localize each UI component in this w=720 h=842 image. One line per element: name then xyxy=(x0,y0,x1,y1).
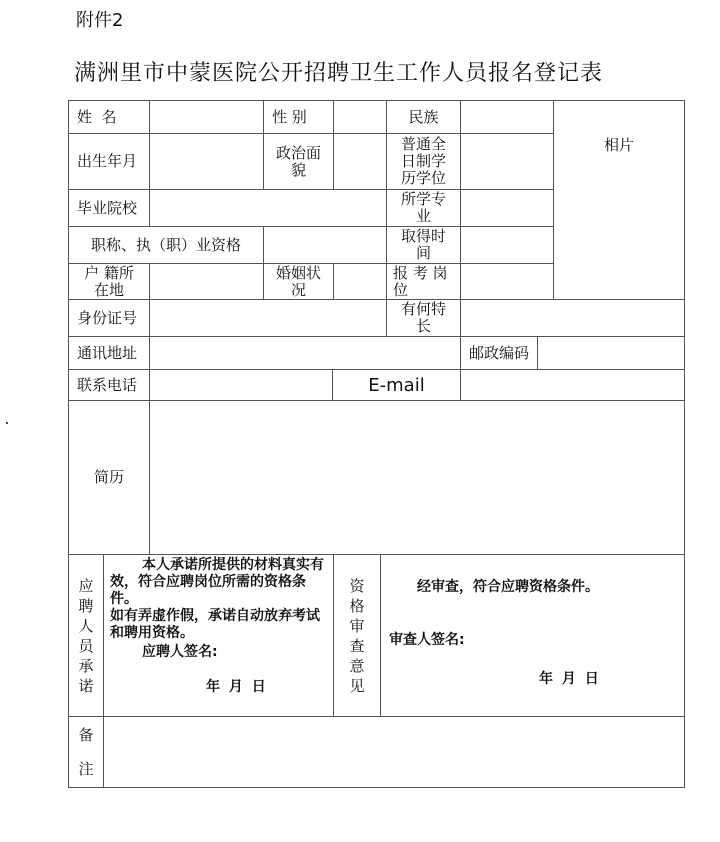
reviewer-signature-label[interactable]: 审查人签名: xyxy=(389,632,465,648)
marital-status-label: 婚姻状况 xyxy=(263,263,334,300)
applicant-sign-date: 年 月 日 xyxy=(206,679,268,695)
major-field[interactable] xyxy=(460,189,554,227)
review-label: 资 格 审 查 意 见 xyxy=(333,554,381,717)
id-number-field[interactable] xyxy=(149,299,387,337)
specialty-label: 有何特长 xyxy=(386,299,461,337)
email-field[interactable] xyxy=(460,369,685,401)
phone-label: 联系电话 xyxy=(68,369,150,401)
marital-status-field[interactable] xyxy=(333,263,387,300)
political-status-field[interactable] xyxy=(333,133,387,190)
review-conclusion: 经审查，符合应聘资格条件。 xyxy=(417,579,599,595)
education-degree-field[interactable] xyxy=(460,133,554,190)
commitment-text-box xyxy=(103,554,334,717)
resume-field[interactable] xyxy=(149,400,685,555)
review-date: 年 月 日 xyxy=(539,671,601,687)
resume-label: 简历 xyxy=(68,400,150,555)
major-label: 所学专业 xyxy=(386,189,461,227)
gender-label: 性 别 xyxy=(263,100,334,134)
name-label: 姓 名 xyxy=(68,100,150,134)
birth-date-field[interactable] xyxy=(149,133,264,190)
mailing-address-label: 通讯地址 xyxy=(68,336,150,370)
remarks-label: 备 注 xyxy=(68,716,104,788)
title-qualification-label: 职称、执（职）业资格 xyxy=(68,226,264,264)
gender-field[interactable] xyxy=(333,100,387,134)
attachment-label: 附件2 xyxy=(76,10,124,31)
applied-position-field[interactable] xyxy=(460,263,554,300)
email-label: E-mail xyxy=(332,369,461,401)
obtain-time-field[interactable] xyxy=(460,226,554,264)
postal-code-field[interactable] xyxy=(537,336,685,370)
commitment-label: 应 聘 人 员 承 诺 xyxy=(68,554,104,717)
graduate-school-field[interactable] xyxy=(149,189,387,227)
household-label: 户 籍所在地 xyxy=(68,263,150,300)
applicant-signature-label[interactable]: 应聘人签名: xyxy=(142,644,218,660)
title-qualification-field[interactable] xyxy=(263,226,387,264)
education-degree-label: 普通全日制学历学位 xyxy=(386,133,461,190)
specialty-field[interactable] xyxy=(460,299,685,337)
postal-code-label: 邮政编码 xyxy=(460,336,538,370)
mailing-address-field[interactable] xyxy=(149,336,461,370)
remarks-field[interactable] xyxy=(103,716,685,788)
political-status-label: 政治面貌 xyxy=(263,133,334,190)
stray-mark xyxy=(6,422,8,424)
commitment-fraud-clause: 如有弄虚作假，承诺自动放弃考试和聘用资格。 xyxy=(110,608,320,641)
phone-field[interactable] xyxy=(149,369,333,401)
id-number-label: 身份证号 xyxy=(68,299,150,337)
graduate-school-label: 毕业院校 xyxy=(68,189,150,227)
birth-date-label: 出生年月 xyxy=(68,133,150,190)
commitment-statement: 本人承诺所提供的材料真实有效，符合应聘岗位所需的资格条件。 xyxy=(110,557,324,607)
review-box xyxy=(380,554,685,717)
obtain-time-label: 取得时间 xyxy=(386,226,461,264)
photo-area[interactable]: 相片 xyxy=(553,100,685,300)
ethnicity-field[interactable] xyxy=(460,100,554,134)
ethnicity-label: 民族 xyxy=(386,100,461,134)
household-field[interactable] xyxy=(149,263,264,300)
form-title: 满洲里市中蒙医院公开招聘卫生工作人员报名登记表 xyxy=(74,61,604,86)
name-field[interactable] xyxy=(149,100,264,134)
applied-position-label: 报 考 岗位 xyxy=(386,263,461,300)
